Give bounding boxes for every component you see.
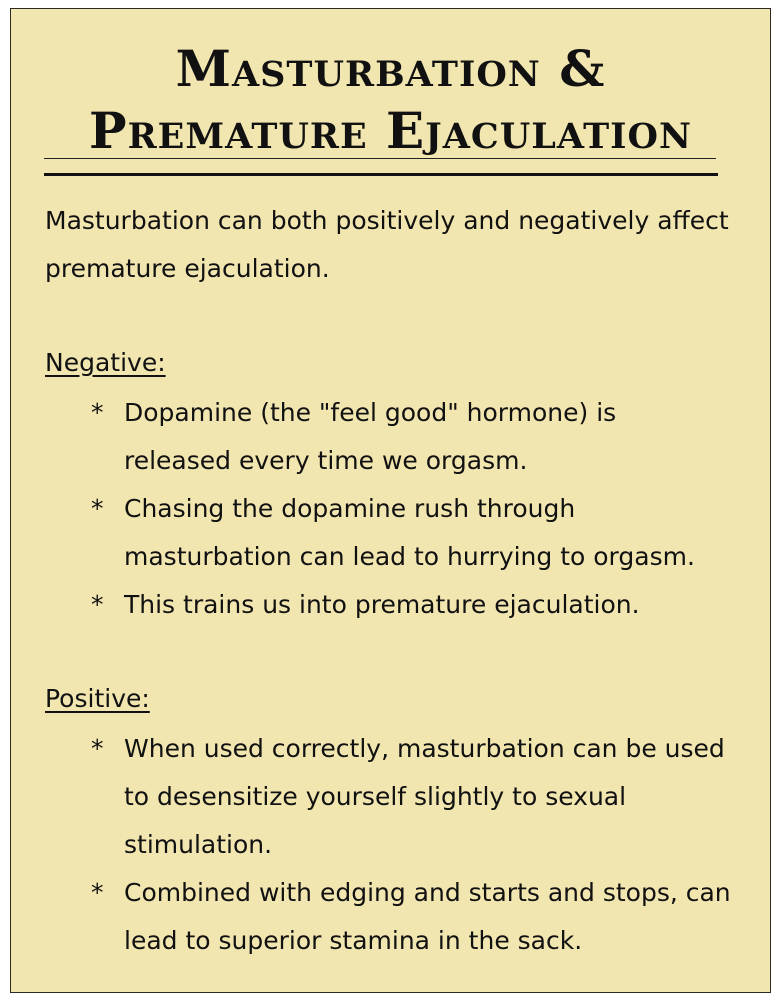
negative-heading: Negative: (45, 348, 166, 377)
positive-heading: Positive: (45, 684, 150, 713)
list-item (91, 485, 731, 581)
list-item-text: Combined with edging and starts and stops, can lead to superior stamina in the sack. (124, 878, 731, 955)
list-item-text: This trains us into premature ejaculation. (124, 590, 640, 619)
bullet-asterisk: * (91, 734, 104, 763)
title-line-2: Premature Ejaculation (88, 101, 693, 160)
list-item (91, 725, 731, 869)
bullet-asterisk: * (91, 590, 104, 619)
title-divider-thick (44, 173, 718, 176)
bullet-asterisk: * (91, 398, 104, 427)
bullet-asterisk: * (91, 878, 104, 907)
title-divider-thin (44, 158, 716, 159)
negative-list (91, 389, 731, 629)
list-item-text: Dopamine (the "feel good" hormone) is released every time we orgasm. (124, 398, 617, 475)
positive-list (91, 725, 731, 965)
list-item (91, 389, 731, 485)
list-item-text: Chasing the dopamine rush through masturbation can lead to hurrying to orgasm. (124, 494, 695, 571)
list-item-text: When used correctly, masturbation can be used to desensitize yourself slightly to sexual stimulation. (124, 734, 725, 859)
bullet-asterisk: * (91, 494, 104, 523)
title-line-1: Masturbation & (175, 39, 606, 98)
intro-paragraph: Masturbation can both positively and negatively affect premature ejaculation. (45, 206, 729, 283)
info-card (10, 8, 771, 993)
list-item (91, 869, 731, 965)
list-item (91, 581, 731, 629)
